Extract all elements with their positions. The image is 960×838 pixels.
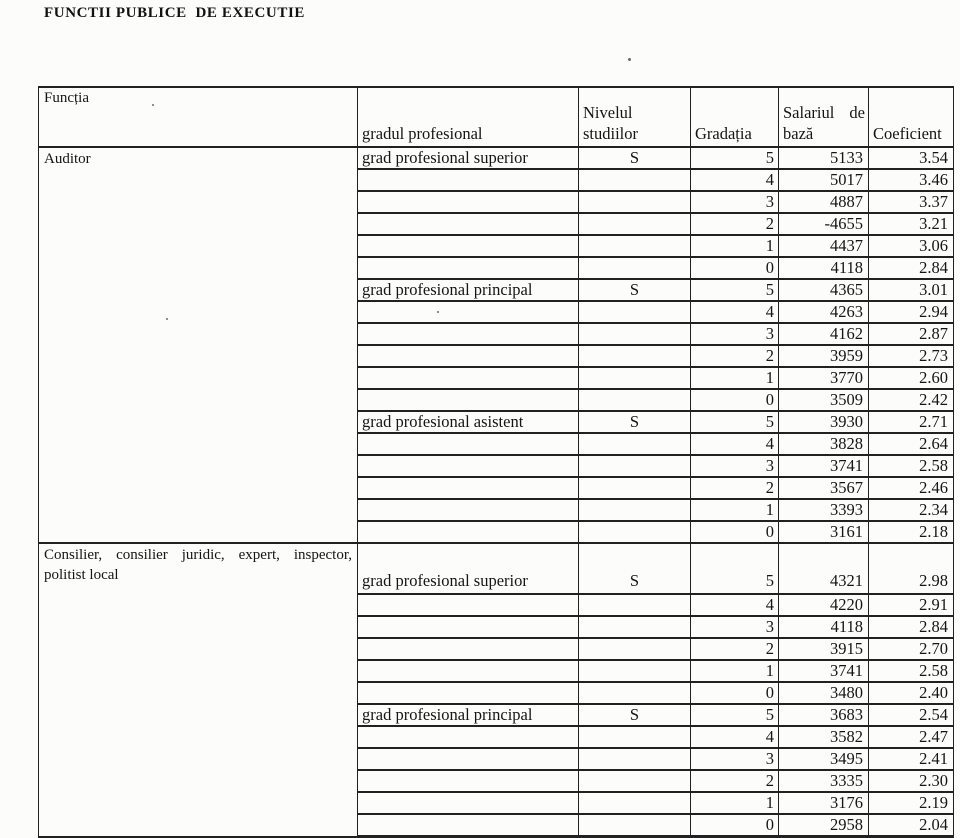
grad-cell (358, 792, 579, 814)
coeficient-cell: 2.58 (869, 660, 954, 682)
header-functia: Funcția (39, 87, 358, 147)
coeficient-cell: 2.34 (869, 499, 954, 521)
coeficient-cell: 2.04 (869, 814, 954, 837)
coeficient-cell: 2.54 (869, 704, 954, 726)
gradatia-cell: 3 (691, 616, 779, 638)
gradatia-cell: 4 (691, 301, 779, 323)
coeficient-cell: 2.98 (869, 543, 954, 594)
header-coeficient: Coeficient (869, 87, 954, 147)
coeficient-cell: 2.91 (869, 594, 954, 616)
nivel-cell (579, 792, 691, 814)
nivel-cell (579, 213, 691, 235)
gradatia-cell: 4 (691, 169, 779, 191)
nivel-cell (579, 323, 691, 345)
salariu-cell: 4162 (779, 323, 869, 345)
nivel-cell: S (579, 543, 691, 594)
gradatia-cell: 5 (691, 147, 779, 169)
coeficient-cell: 2.87 (869, 323, 954, 345)
scan-speck (628, 58, 631, 61)
coeficient-cell: 2.64 (869, 433, 954, 455)
nivel-cell (579, 660, 691, 682)
grad-cell (358, 433, 579, 455)
coeficient-cell: 2.94 (869, 301, 954, 323)
salariu-cell: 3828 (779, 433, 869, 455)
grad-cell: grad profesional superior (358, 543, 579, 594)
coeficient-cell: 2.84 (869, 616, 954, 638)
header-nivel (579, 87, 691, 147)
coeficient-cell: 2.19 (869, 792, 954, 814)
nivel-cell (579, 770, 691, 792)
gradatia-cell: 1 (691, 235, 779, 257)
grad-cell (358, 213, 579, 235)
nivel-cell (579, 191, 691, 213)
nivel-cell: S (579, 279, 691, 301)
nivel-cell (579, 433, 691, 455)
coeficient-cell: 3.54 (869, 147, 954, 169)
salariu-cell: 3495 (779, 748, 869, 770)
functia-line2: politist local (44, 567, 119, 584)
functia-cell: Auditor (39, 147, 358, 543)
salariu-cell: 3683 (779, 704, 869, 726)
gradatia-cell: 1 (691, 792, 779, 814)
header-salariu-line2: bază (783, 123, 814, 143)
nivel-cell (579, 638, 691, 660)
salariu-cell: 3509 (779, 389, 869, 411)
gradatia-cell: 2 (691, 638, 779, 660)
grad-cell (358, 477, 579, 499)
coeficient-cell: 2.47 (869, 726, 954, 748)
gradatia-cell: 0 (691, 814, 779, 837)
gradatia-cell: 5 (691, 279, 779, 301)
gradatia-cell: 2 (691, 770, 779, 792)
coeficient-cell: 3.01 (869, 279, 954, 301)
grad-cell (358, 660, 579, 682)
table-row (39, 543, 954, 594)
grad-cell (358, 389, 579, 411)
functia-line1: Consilier, consilier juridic, expert, inspector, (44, 547, 352, 563)
nivel-cell (579, 257, 691, 279)
grad-cell (358, 814, 579, 837)
salariu-cell: 4321 (779, 543, 869, 594)
gradatia-cell: 5 (691, 704, 779, 726)
gradatia-cell: 0 (691, 682, 779, 704)
nivel-cell (579, 748, 691, 770)
salariu-cell: 3480 (779, 682, 869, 704)
salariu-cell: 3161 (779, 521, 869, 543)
header-gradatia: Gradația (691, 87, 779, 147)
nivel-cell (579, 726, 691, 748)
coeficient-cell: 3.06 (869, 235, 954, 257)
coeficient-cell: 2.58 (869, 455, 954, 477)
nivel-cell (579, 594, 691, 616)
grad-cell (358, 235, 579, 257)
nivel-cell: S (579, 411, 691, 433)
salariu-cell: 4263 (779, 301, 869, 323)
salariu-cell: 3567 (779, 477, 869, 499)
gradatia-cell: 5 (691, 411, 779, 433)
gradatia-cell: 3 (691, 455, 779, 477)
salariu-cell: 2958 (779, 814, 869, 837)
gradatia-cell: 3 (691, 748, 779, 770)
grad-cell (358, 455, 579, 477)
salariu-cell: 4437 (779, 235, 869, 257)
gradatia-cell: 3 (691, 323, 779, 345)
gradatia-cell: 1 (691, 660, 779, 682)
grad-cell (358, 257, 579, 279)
nivel-cell: S (579, 704, 691, 726)
salariu-cell: 3741 (779, 660, 869, 682)
gradatia-cell: 4 (691, 594, 779, 616)
gradatia-cell: 4 (691, 433, 779, 455)
nivel-cell (579, 367, 691, 389)
salariu-cell: 3959 (779, 345, 869, 367)
nivel-cell (579, 616, 691, 638)
nivel-cell (579, 814, 691, 837)
salariu-cell: 3930 (779, 411, 869, 433)
salariu-cell: 4220 (779, 594, 869, 616)
nivel-cell (579, 499, 691, 521)
salariu-cell: 3770 (779, 367, 869, 389)
coeficient-cell: 2.30 (869, 770, 954, 792)
grad-cell: grad profesional asistent (358, 411, 579, 433)
nivel-cell (579, 345, 691, 367)
table-header-row (39, 87, 954, 147)
header-grad: gradul profesional (358, 87, 579, 147)
gradatia-cell: 1 (691, 499, 779, 521)
salariu-cell: 4118 (779, 616, 869, 638)
salariu-cell: -4655 (779, 213, 869, 235)
salariu-cell: 3582 (779, 726, 869, 748)
salariu-cell: 3393 (779, 499, 869, 521)
salariu-cell: 4365 (779, 279, 869, 301)
nivel-cell (579, 682, 691, 704)
grad-cell (358, 616, 579, 638)
coeficient-cell: 2.40 (869, 682, 954, 704)
grad-cell (358, 521, 579, 543)
nivel-cell (579, 389, 691, 411)
nivel-cell (579, 169, 691, 191)
grad-cell (358, 191, 579, 213)
page-title: FUNCTII PUBLICE DE EXECUTIE (44, 5, 306, 21)
coeficient-cell: 2.42 (869, 389, 954, 411)
header-nivel-line1: Nivelul (583, 102, 633, 122)
coeficient-cell: 2.18 (869, 521, 954, 543)
grad-cell (358, 594, 579, 616)
nivel-cell (579, 521, 691, 543)
grad-cell (358, 748, 579, 770)
gradatia-cell: 2 (691, 477, 779, 499)
table-row (39, 147, 954, 169)
coeficient-cell: 3.46 (869, 169, 954, 191)
grad-cell (358, 301, 579, 323)
grad-cell (358, 726, 579, 748)
functia-cell (39, 543, 358, 837)
gradatia-cell: 2 (691, 345, 779, 367)
coeficient-cell: 2.60 (869, 367, 954, 389)
grad-cell (358, 323, 579, 345)
grad-cell (358, 367, 579, 389)
salariu-cell: 3335 (779, 770, 869, 792)
coeficient-cell: 2.46 (869, 477, 954, 499)
grad-cell: grad profesional superior (358, 147, 579, 169)
grad-cell (358, 345, 579, 367)
salariu-cell: 4887 (779, 191, 869, 213)
salariu-cell: 3176 (779, 792, 869, 814)
nivel-cell (579, 301, 691, 323)
header-salariu (779, 87, 869, 147)
salary-table (38, 86, 954, 838)
coeficient-cell: 3.21 (869, 213, 954, 235)
gradatia-cell: 0 (691, 389, 779, 411)
salariu-cell: 5017 (779, 169, 869, 191)
salariu-cell: 3915 (779, 638, 869, 660)
grad-cell (358, 770, 579, 792)
header-salariu-line1: Salariul de (783, 102, 865, 122)
coeficient-cell: 3.37 (869, 191, 954, 213)
coeficient-cell: 2.70 (869, 638, 954, 660)
salariu-cell: 4118 (779, 257, 869, 279)
grad-cell (358, 682, 579, 704)
gradatia-cell: 2 (691, 213, 779, 235)
nivel-cell: S (579, 147, 691, 169)
nivel-cell (579, 477, 691, 499)
nivel-cell (579, 455, 691, 477)
grad-cell (358, 499, 579, 521)
gradatia-cell: 0 (691, 257, 779, 279)
nivel-cell (579, 235, 691, 257)
gradatia-cell: 0 (691, 521, 779, 543)
header-nivel-line2: studiilor (583, 123, 639, 143)
coeficient-cell: 2.41 (869, 748, 954, 770)
gradatia-cell: 1 (691, 367, 779, 389)
gradatia-cell: 4 (691, 726, 779, 748)
salariu-cell: 3741 (779, 455, 869, 477)
grad-cell (358, 169, 579, 191)
coeficient-cell: 2.71 (869, 411, 954, 433)
coeficient-cell: 2.84 (869, 257, 954, 279)
grad-cell: grad profesional principal (358, 704, 579, 726)
grad-cell (358, 638, 579, 660)
grad-cell: grad profesional principal (358, 279, 579, 301)
gradatia-cell: 3 (691, 191, 779, 213)
gradatia-cell: 5 (691, 543, 779, 594)
coeficient-cell: 2.73 (869, 345, 954, 367)
salariu-cell: 5133 (779, 147, 869, 169)
